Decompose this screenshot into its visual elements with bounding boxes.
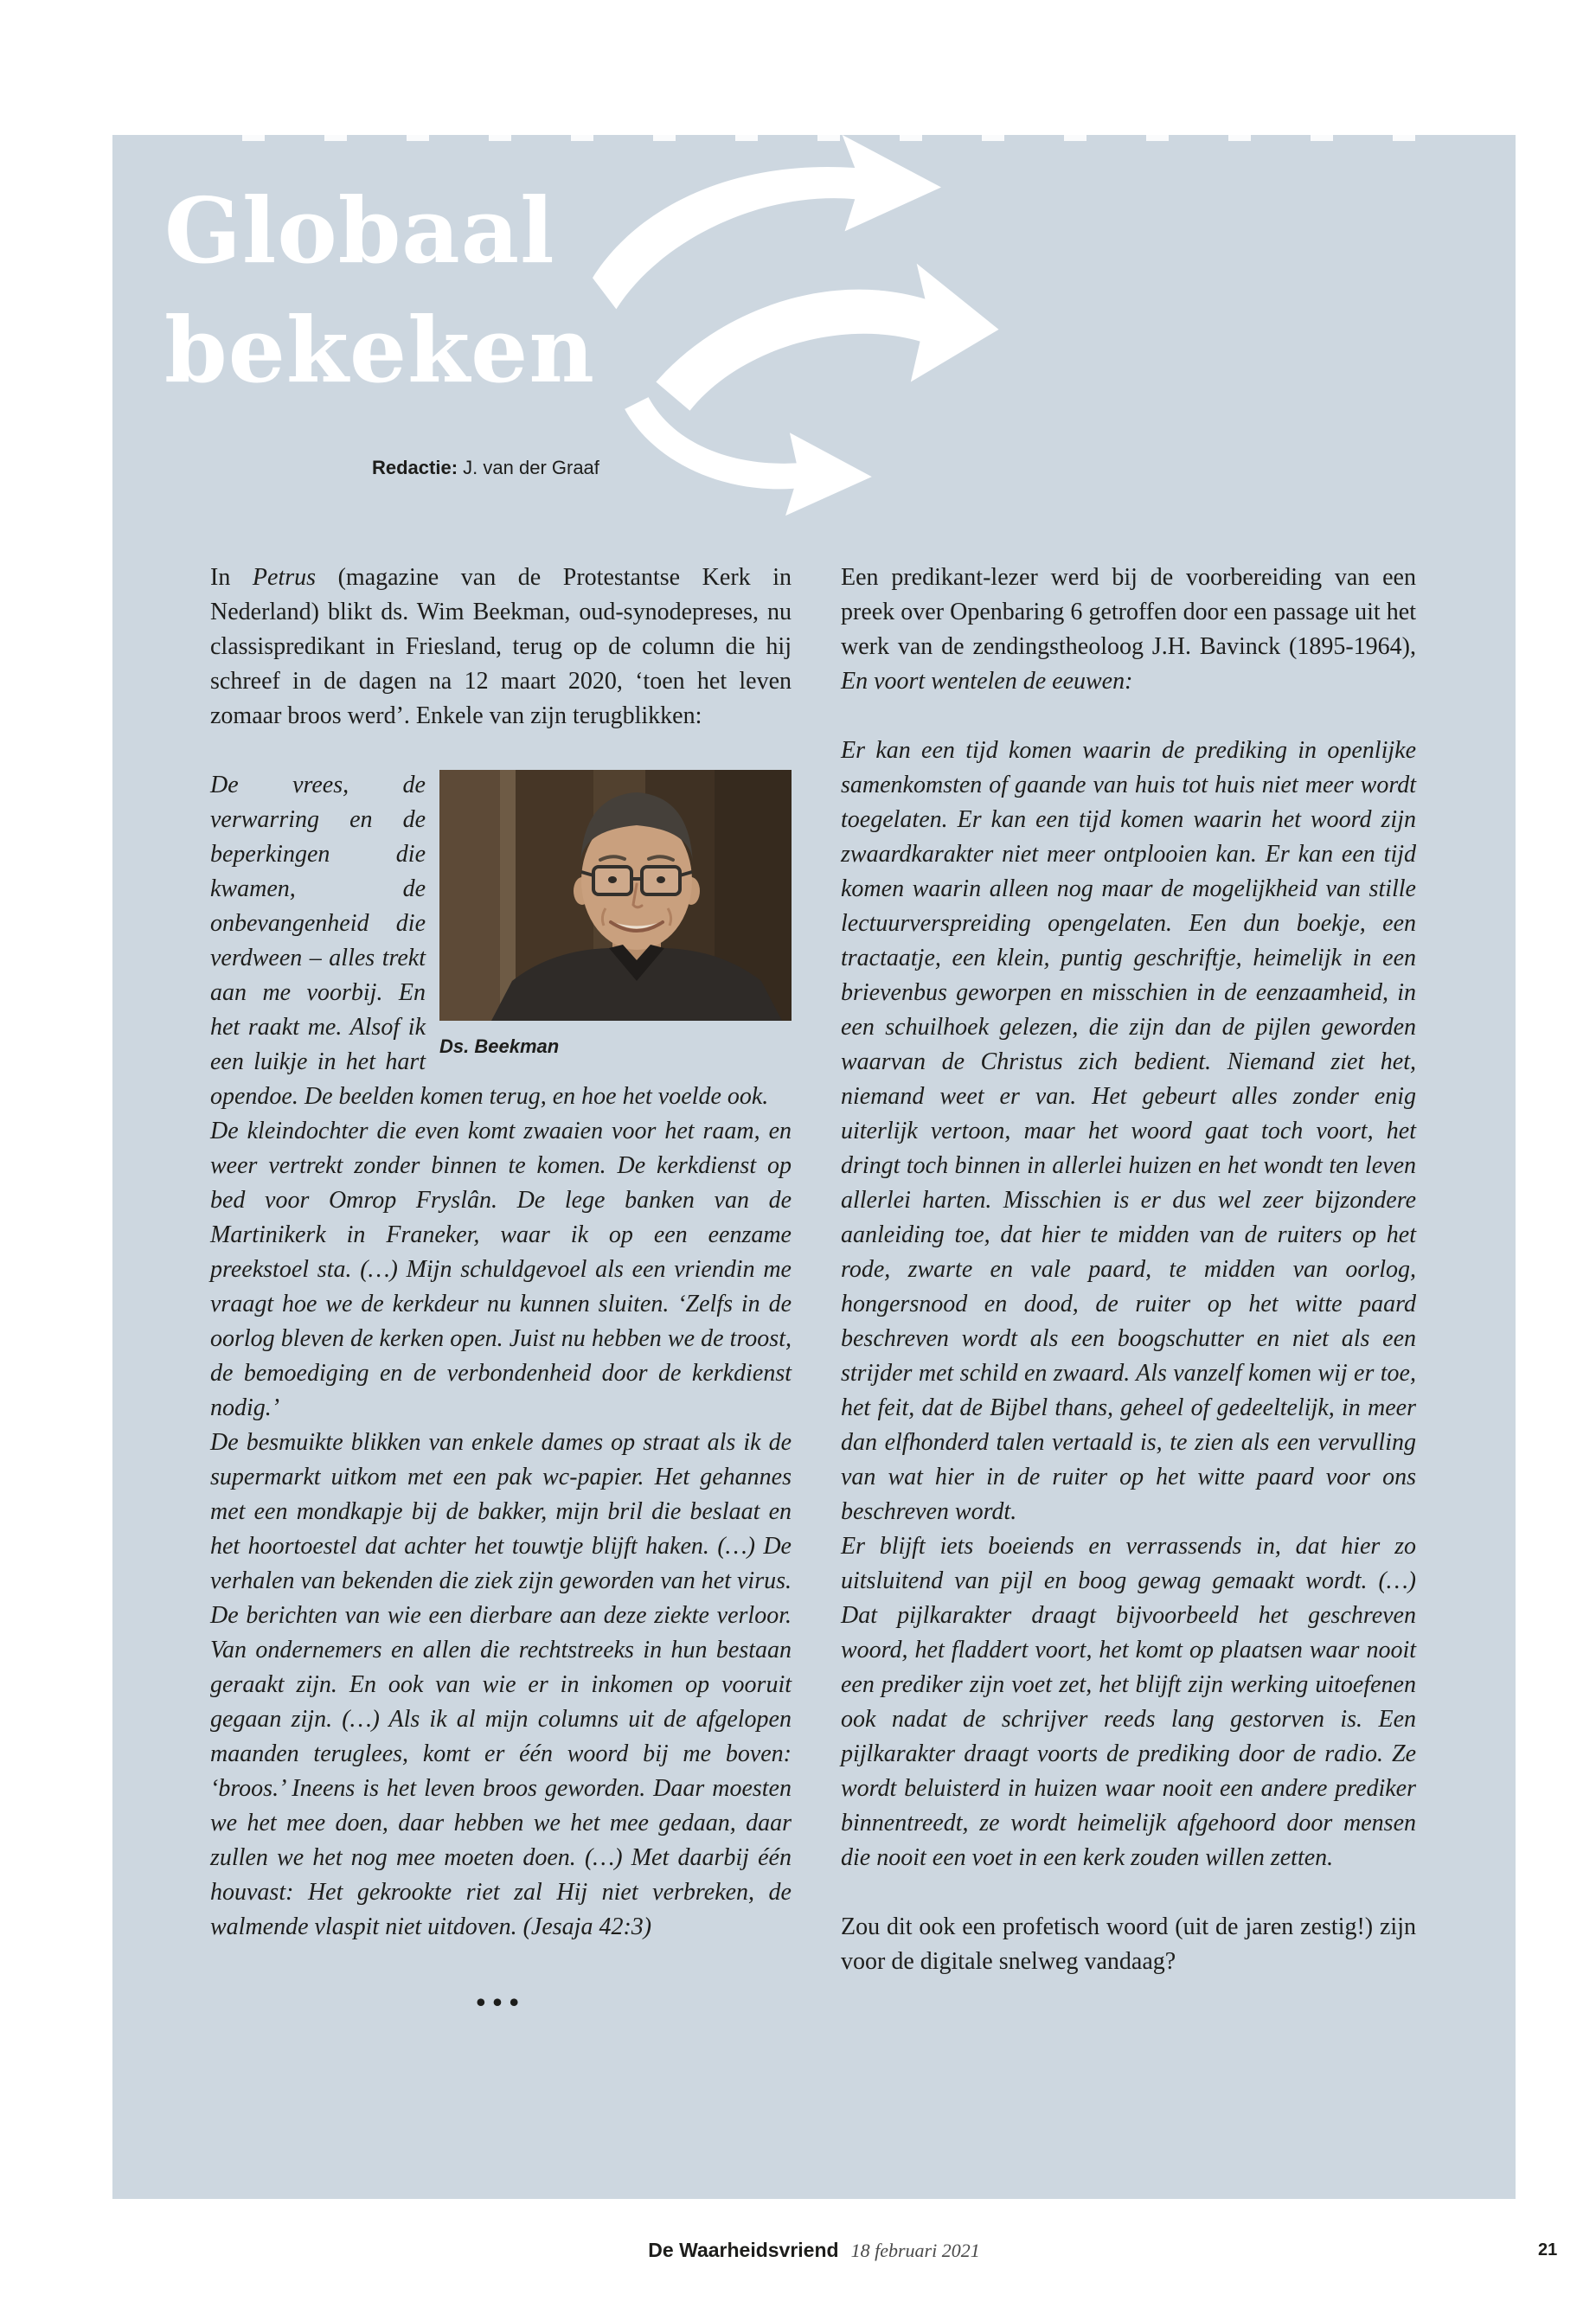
left-column — [210, 561, 792, 2019]
footer-magazine-name: De Waarheidsvriend — [648, 2239, 839, 2261]
portrait-photo-figure — [439, 770, 792, 1064]
right-closing-paragraph: Zou dit ook een profetisch woord (uit de jaren zestig!) zijn voor de digitale snelweg vandaag? — [841, 1913, 1416, 1975]
right-intro-paragraph — [841, 561, 1416, 699]
left-intro-italic: Petrus — [252, 564, 317, 591]
left-intro-post: (magazine van de Protestantse Kerk in Nederland) blikt ds. Wim Beekman, oud-synodepreses, nu classispredikant in Friesland, terug op de column die hij schreef in de dagen na 12 maart 2020, ‘toen het leven zomaar broos werd’. Enkele van zijn terugblikken: — [210, 564, 792, 729]
right-quote-2: Er blijft iets boeiends en verrassends in, dat hier zo uitsluitend van pijl en boog gewag gemaakt wordt. (…) Dat pijlkarakter draagt bijvoorbeeld het geschreven woord, het fladdert voort, het komt op plaatsen waar nooit een prediker zijn voet zet, het blijft zijn werking uitoefenen ook nadat de schrijver reeds lang gestorven is. Een pijlkarakter draagt voorts de prediking door de radio. Ze wordt beluisterd in huizen waar nooit een andere prediker binnentreedt, ze wordt heimelijk afgehoord door mensen die nooit een voet in een kerk zouden willen zetten. — [841, 1533, 1416, 1871]
left-quote-3: De besmuikte blikken van enkele dames op straat als ik de supermarkt uitkom met een pak wc-papier. Het gehannes met een mondkapje bij de bakker, mijn bril die beslaat en het hoortoestel dat achter het touwtje blijft haken. (…) De verhalen van bekenden die ziek zijn geworden van het virus. De berichten van wie een dierbare aan deze ziekte verloor. Van ondernemers en allen die rechtstreeks in hun bestaan geraakt zijn. En ook van wie er in inkomen op vooruit gegaan zijn. (…) Als ik al mijn columns uit de afgelopen maanden teruglees, komt er één woord bij me boven: ‘broos.’ Ineens is het leven broos geworden. Daar moesten we het mee doen, daar hebben we het mee gedaan, daar zullen we het nog mee moeten doen. (…) Met daarbij één houvast: Het gekrookte riet zal Hij niet verbreken, de walmende vlaspit niet uitdoven. (Jesaja 42:3) — [210, 1429, 792, 1940]
right-quote-1: Er kan een tijd komen waarin de prediking in openlijke samenkomsten of gaande van huis tot huis niet meer wordt toegelaten. Er kan een tijd komen waarin het woord zijn zwaardkarakter niet meer ontplooien kan. Er kan een tijd komen waarin alleen nog maar de mogelijkheid van stille lectuurverspreiding opengelaten. Een dun boekje, een tractaatje, een klein, puntig geschriftje, heimelijk in een brievenbus geworpen en misschien in de eenzaamheid, in een schuilhoek gelezen, die zijn dan de pijlen geworden waarvan de Christus zich bedient. Niemand ziet het, niemand weet er van. Het gebeurt alles zonder enig uiterlijk vertoon, maar het woord gaat toch voort, het dringt toch binnen in allerlei huizen en het wondt ten leven allerlei harten. Misschien is er dus wel zeer bijzondere aanleiding toe, dat hier te midden van de ruiters op het rode, zwarte en vale paard, te midden van oorlog, hongersnood en dood, de ruiter op het witte paard beschreven wordt als een boogschutter en niet als een strijder met schild en zwaard. Als vanzelf komen wij er toe, het feit, dat de Bijbel thans, geheel of gedeeltelijk, in meer dan elfhonderd talen vertaald is, te zien als een vervulling van wat hier in de ruiter op het witte paard voor ons beschreven wordt. — [841, 737, 1416, 1525]
page-number: 21 — [1538, 2240, 1558, 2259]
redactie-name: J. van der Graaf — [458, 457, 599, 478]
photo-caption: Ds. Beekman — [439, 1035, 560, 1057]
redactie-line — [372, 457, 599, 479]
section-separator-dots: ••• — [476, 1986, 526, 2017]
page-footer — [112, 2239, 1516, 2262]
globe-swoosh-icon — [575, 130, 999, 519]
left-quote-1: De vrees, de verwarring en de beperkingen die kwamen, de onbevangenheid die verdween – alles trekt aan me voorbij. En het raakt me. Alsof ik een luikje in het hart opendoe. De beelden komen terug, en hoe het voelde ook. — [210, 772, 769, 1110]
left-quote-2: De kleindochter die even komt zwaaien voor het raam, en weer vertrekt zonder binnen te komen. De kerkdienst op bed voor Omrop Fryslân. De lege banken van de Martinikerk in Franeker, waar ik op een eenzame preekstoel sta. (…) Mijn schuldgevoel als een vriendin me vraagt hoe we de kerkdeur nu kunnen sluiten. ‘Zelfs in de oorlog bleven de kerken open. Juist nu hebben we de troost, de bemoediging en de verbondenheid door de kerkdienst nodig.’ — [210, 1118, 792, 1421]
page-title-line2: bekeken — [164, 297, 595, 403]
footer-date: 18 februari 2021 — [850, 2240, 980, 2261]
right-intro-pre: Een predikant-lezer werd bij de voorbereiding van een preek over Openbaring 6 getroffen door een passage uit het werk van de zendingstheoloog J.H. Bavinck (1895-1964), — [841, 564, 1416, 660]
background-panel — [112, 135, 1516, 2199]
redactie-label: Redactie: — [372, 457, 458, 478]
right-column — [841, 561, 1416, 1979]
left-intro-paragraph — [210, 561, 792, 734]
right-intro-italic: En voort wentelen de eeuwen: — [841, 668, 1133, 695]
page-title — [164, 171, 595, 410]
page-title-line1: Globaal — [164, 177, 555, 284]
portrait-photo — [439, 770, 792, 1021]
left-quote-block — [210, 768, 792, 1945]
left-intro-pre: In — [210, 564, 253, 591]
